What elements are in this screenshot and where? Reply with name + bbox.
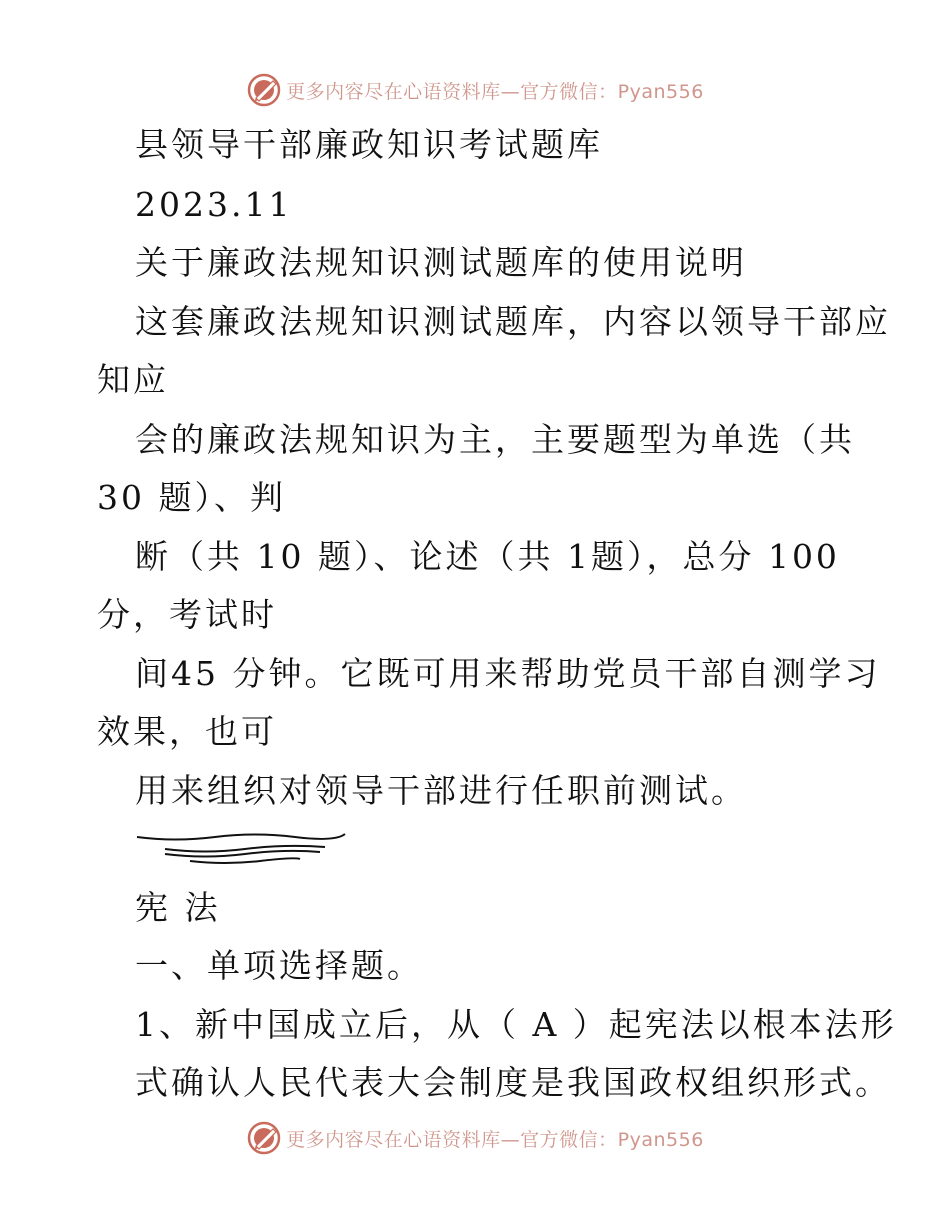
section-heading: 关于廉政法规知识测试题库的使用说明 — [135, 243, 747, 282]
pen-logo-icon — [246, 1120, 282, 1156]
body-line: 30 题）、判 — [97, 478, 286, 517]
body-line: 会的廉政法规知识为主，主要题型为单选（共 — [135, 420, 855, 459]
body-line: 知应 — [97, 360, 169, 399]
body-line: 这套廉政法规知识测试题库，内容以领导干部应 — [135, 302, 891, 341]
pen-logo-icon — [246, 72, 282, 108]
body-line: 用来组织对领导干部进行任职前测试。 — [135, 771, 747, 810]
question-line: 1、新中国成立后，从（ A ）起宪法以根本法形 — [135, 1005, 897, 1044]
body-line: 断（共 10 题）、论述（共 1题），总分 100 — [135, 537, 840, 576]
document-date: 2023.11 — [135, 185, 293, 224]
document-title: 县领导干部廉政知识考试题库 — [135, 125, 603, 164]
question-line: 式确认人民代表大会制度是我国政权组织形式。 — [135, 1063, 891, 1102]
body-line: 效果，也可 — [97, 712, 277, 751]
watermark-text: 更多内容尽在心语资料库—官方微信：Pyan556 — [286, 80, 704, 103]
header-watermark-banner — [0, 70, 950, 110]
body-line: 间45 分钟。它既可用来帮助党员干部自测学习 — [135, 654, 881, 693]
body-line: 分，考试时 — [97, 595, 277, 634]
chapter-heading: 宪 法 — [135, 888, 221, 927]
watermark-text: 更多内容尽在心语资料库—官方微信：Pyan556 — [286, 1128, 704, 1151]
decorative-divider — [135, 828, 350, 868]
question-type-heading: 一、单项选择题。 — [135, 946, 423, 985]
footer-watermark-banner — [0, 1118, 950, 1158]
